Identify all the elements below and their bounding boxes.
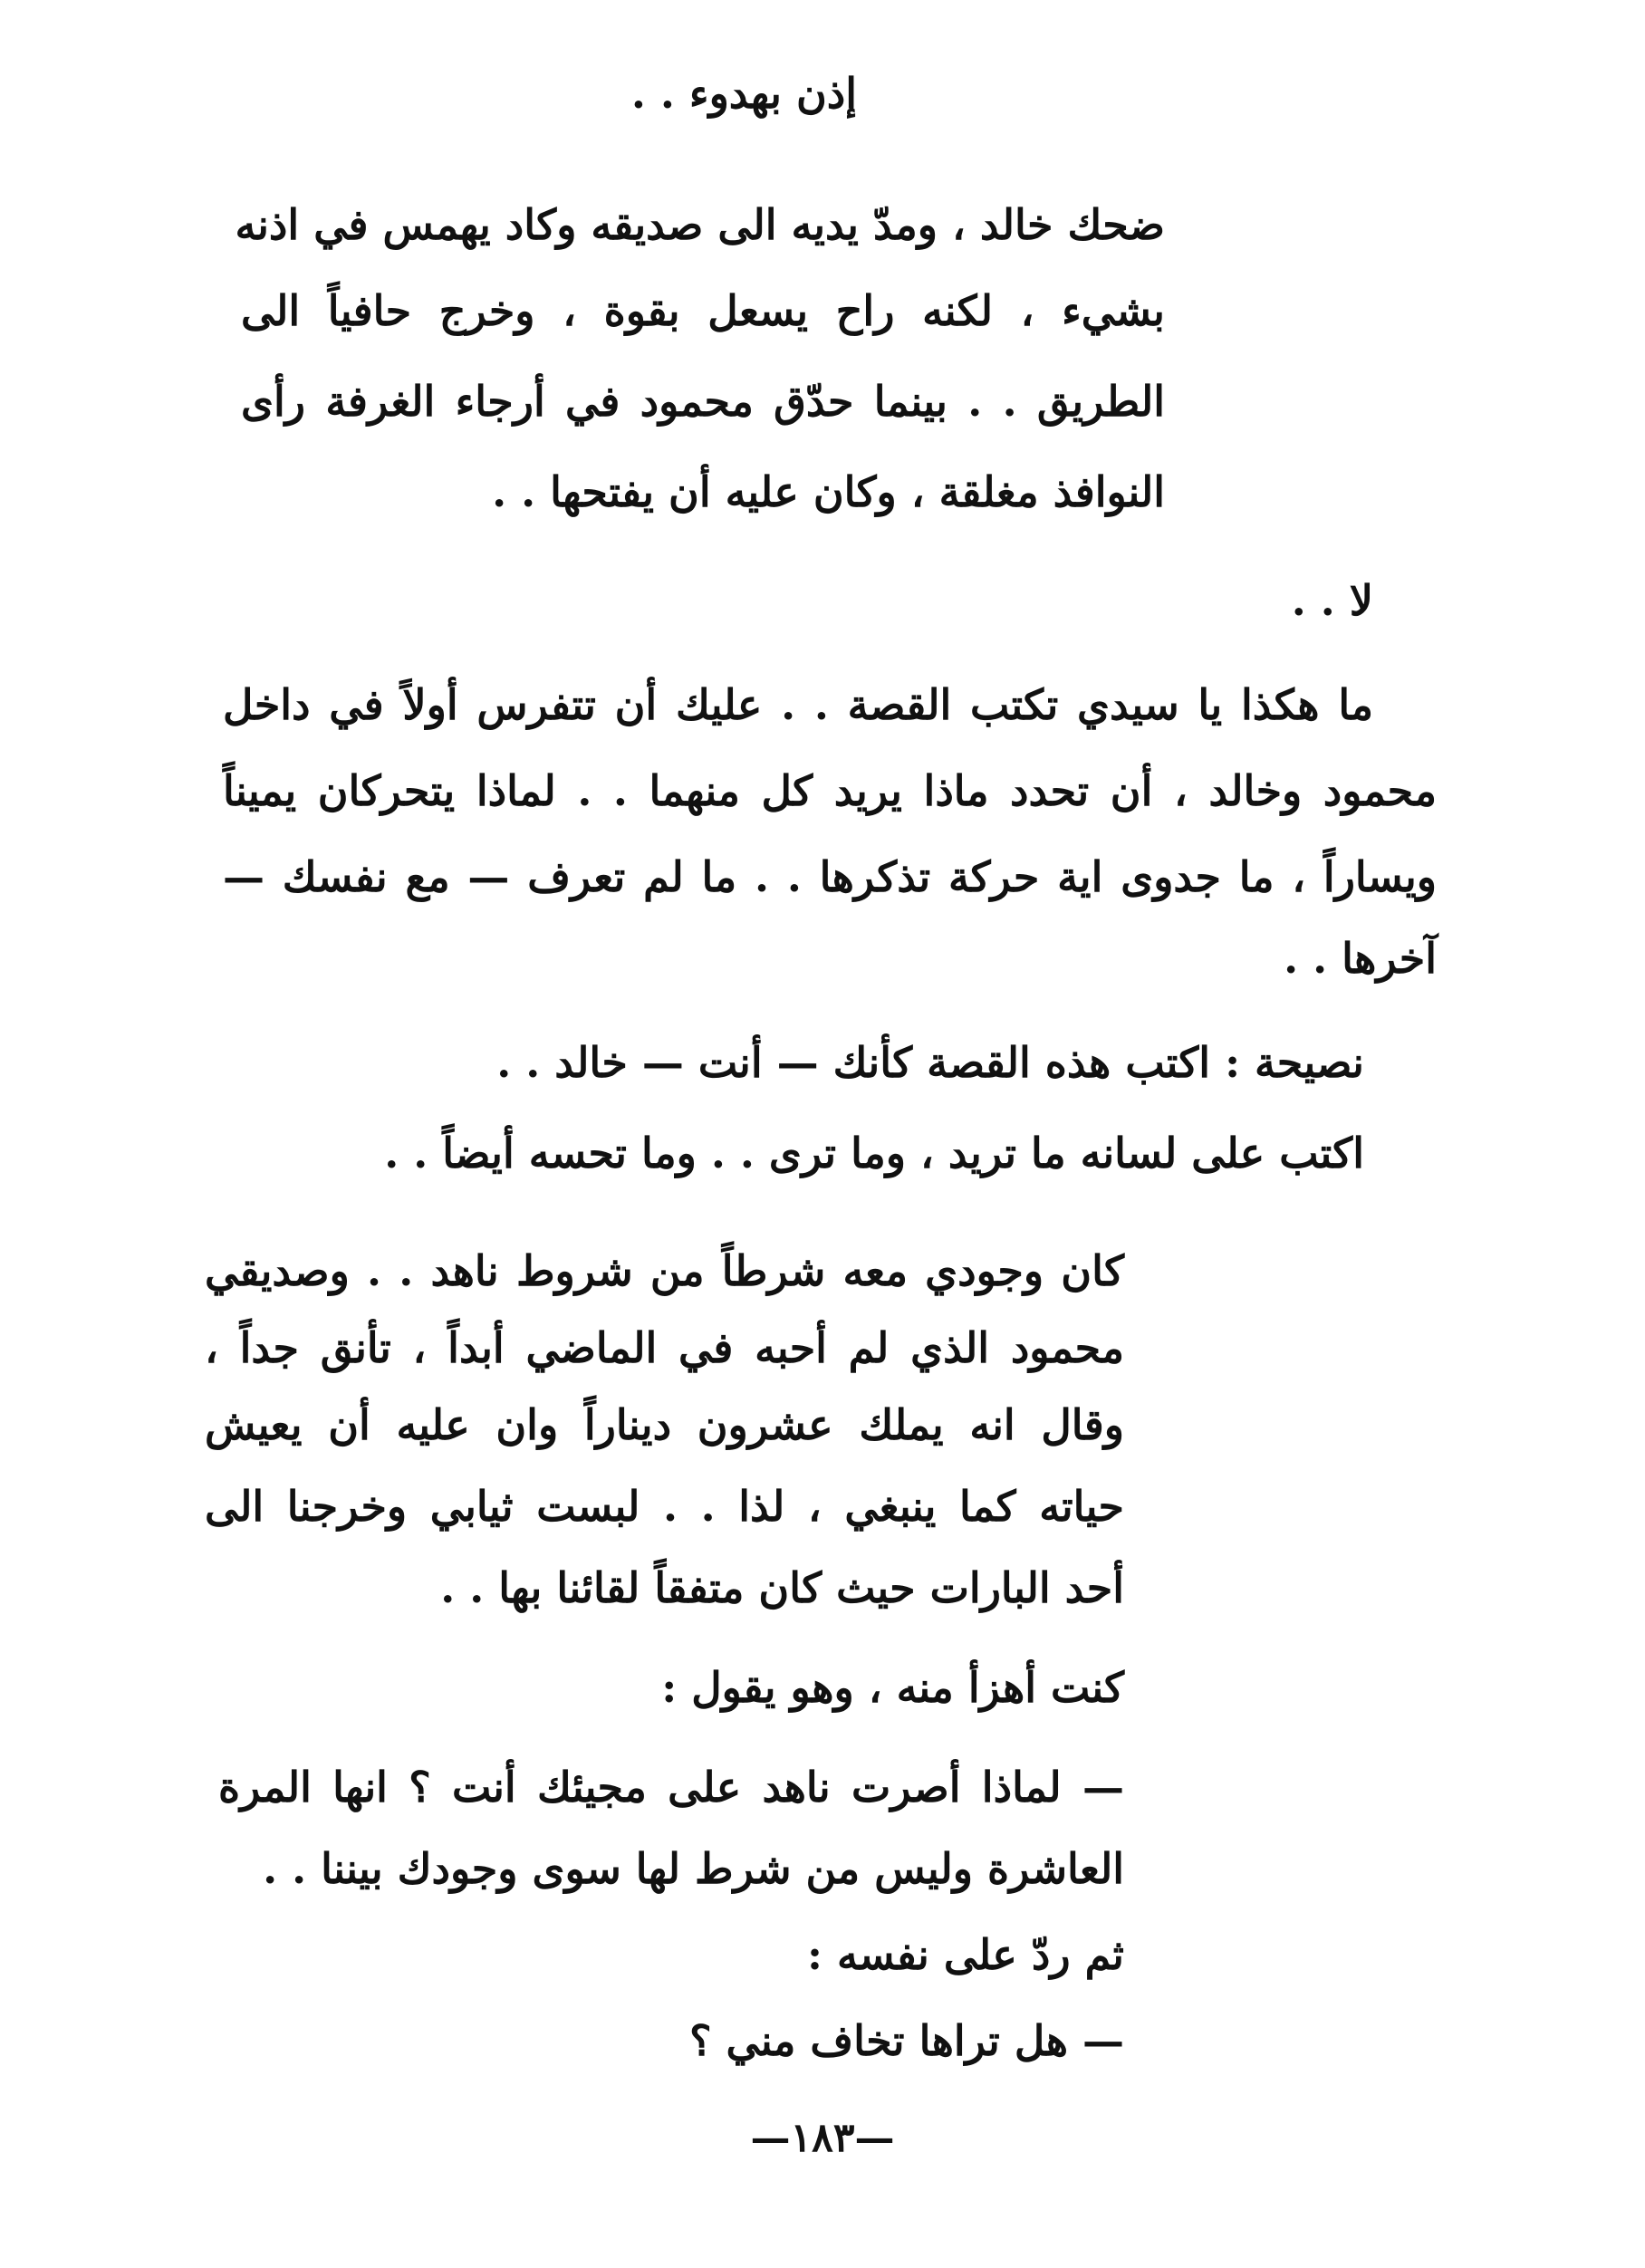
text-line-22: — هل تراها تخاف مني ؟	[689, 2016, 1124, 2065]
page-number: —١٨٣—	[750, 2115, 895, 2161]
text-line-8: محمود وخالد ، أن تحدد ماذا يريد كل منهما . . لماذا يتحركان يميناً	[223, 766, 1437, 815]
text-line-18: كنت أهزأ منه ، وهو يقول :	[661, 1663, 1124, 1712]
text-line-10: آخرها . .	[1284, 934, 1437, 983]
text-line-6: لا . .	[1291, 576, 1373, 625]
text-line-14: محمود الذي لم أحبه في الماضي أبداً ، تأنق جداً ،	[205, 1323, 1124, 1372]
text-line-7: ما هكذا يا سيدي تكتب القصة . . عليك أن تتفرس أولاً في داخل	[223, 680, 1373, 729]
text-line-16: حياته كما ينبغي ، لذا . . لبست ثيابي وخرجنا الى	[205, 1482, 1124, 1531]
text-line-15: وقال انه يملك عشرون ديناراً وان عليه أن يعيش	[205, 1400, 1124, 1449]
text-line-3: بشيء ، لكنه راح يسعل بقوة ، وخرج حافياً الى	[241, 286, 1165, 335]
text-line-4: الطريق . . بينما حدّق محمود في أرجاء الغرفة رأى	[241, 377, 1165, 426]
text-line-20: العاشرة وليس من شرط لها سوى وجودك بيننا . .	[263, 1844, 1124, 1893]
text-line-13: كان وجودي معه شرطاً من شروط ناهد . . وصديقي	[205, 1246, 1124, 1295]
text-line-12: اكتب على لسانه ما تريد ، وما ترى . . وما تحسه أيضاً . .	[384, 1129, 1364, 1177]
text-line-17: أحد البارات حيث كان متفقاً لقائنا بها . .	[440, 1563, 1124, 1612]
text-line-1: إذن بهدوء . .	[630, 69, 857, 118]
text-line-5: النوافذ مغلقة ، وكان عليه أن يفتحها . .	[492, 467, 1165, 516]
text-line-9: ويساراً ، ما جدوى اية حركة تذكرها . . ما لم تعرف — مع نفسك —	[223, 852, 1437, 901]
text-line-19: — لماذا أصرت ناهد على مجيئك أنت ؟ انها المرة	[218, 1763, 1124, 1812]
text-line-11: نصيحة : اكتب هذه القصة كأنك — أنت — خالد . .	[496, 1038, 1364, 1087]
text-line-2: ضحك خالد ، ومدّ يديه الى صديقه وكاد يهمس في اذنه	[235, 200, 1165, 249]
text-line-21: ثم ردّ على نفسه :	[807, 1930, 1124, 1979]
